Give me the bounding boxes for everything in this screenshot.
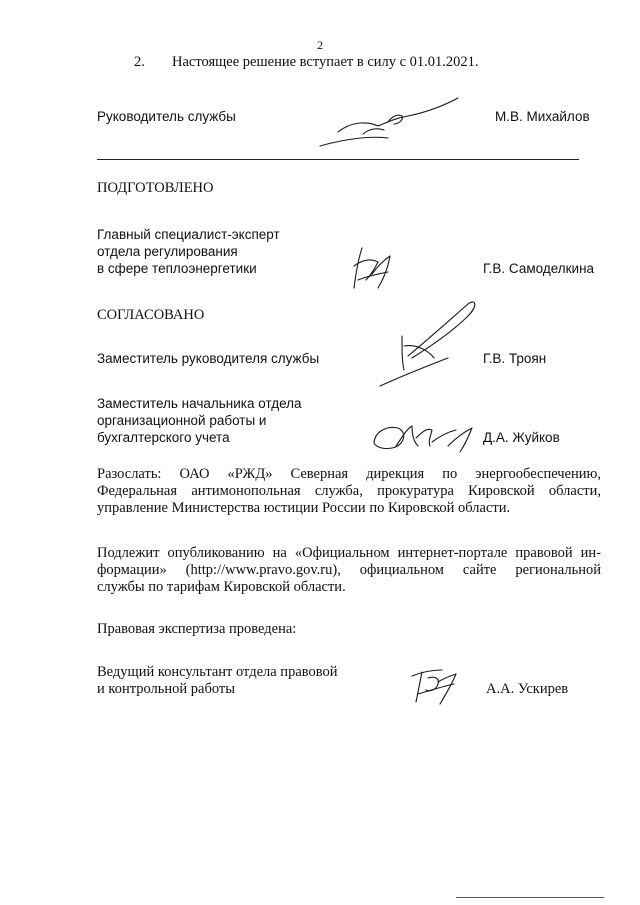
legal-name: А.А. Ускирев: [486, 681, 569, 697]
prepared-position-line-1: Главный специалист-эксперт: [97, 227, 280, 242]
prepared-position-line-3: в сфере теплоэнергетики: [97, 261, 257, 276]
signature-legal: [408, 664, 460, 708]
separator-line: [97, 159, 579, 160]
distribution-line-3: управление Министерства юстиции России по Кировской области.: [97, 500, 511, 516]
legal-statement: Правовая экспертиза проведена:: [97, 621, 297, 637]
page-number: 2: [317, 38, 323, 52]
publication-line-1: Подлежит опубликованию на «Официальном интернет-портале правовой ин-: [97, 545, 601, 561]
agreed-signatory2-position-line-2: организационной работы и: [97, 413, 267, 428]
legal-position-line-2: и контрольной работы: [97, 681, 235, 697]
distribution-line-1: Разослать: ОАО «РЖД» Северная дирекция по энергообеспечению,: [97, 466, 601, 482]
agreed-heading: СОГЛАСОВАНО: [97, 307, 205, 323]
footer-line: [456, 897, 604, 898]
publication-line-3: службы по тарифам Кировской области.: [97, 579, 346, 595]
distribution-line-2: Федеральная антимонопольная служба, прокуратура Кировской области,: [97, 483, 601, 499]
prepared-position-line-2: отдела регулирования: [97, 244, 238, 259]
agreed-signatory2-position-line-1: Заместитель начальника отдела: [97, 396, 302, 411]
signature-agreed-2: [368, 418, 484, 456]
prepared-name: Г.В. Самоделкина: [483, 261, 595, 276]
agreed-signatory1-name: Г.В. Троян: [483, 351, 547, 366]
head-position: Руководитель службы: [97, 109, 236, 124]
signature-prepared: [348, 244, 398, 294]
signature-head: [318, 92, 468, 150]
agreed-signatory2-position-line-3: бухгалтерского учета: [97, 430, 230, 445]
publication-line-2: формации» (http://www.pravo.gov.ru), официальном сайте региональной: [97, 562, 601, 578]
signature-agreed-1: [372, 296, 482, 396]
clause-text: Настоящее решение вступает в силу с 01.01.2021.: [172, 54, 479, 70]
prepared-heading: ПОДГОТОВЛЕНО: [97, 180, 214, 196]
legal-position-line-1: Ведущий консультант отдела правовой: [97, 664, 338, 680]
head-name: М.В. Михайлов: [495, 109, 590, 124]
agreed-signatory2-name: Д.А. Жуйков: [483, 430, 560, 445]
agreed-signatory1-position: Заместитель руководителя службы: [97, 351, 320, 366]
clause-number: 2.: [134, 54, 145, 70]
